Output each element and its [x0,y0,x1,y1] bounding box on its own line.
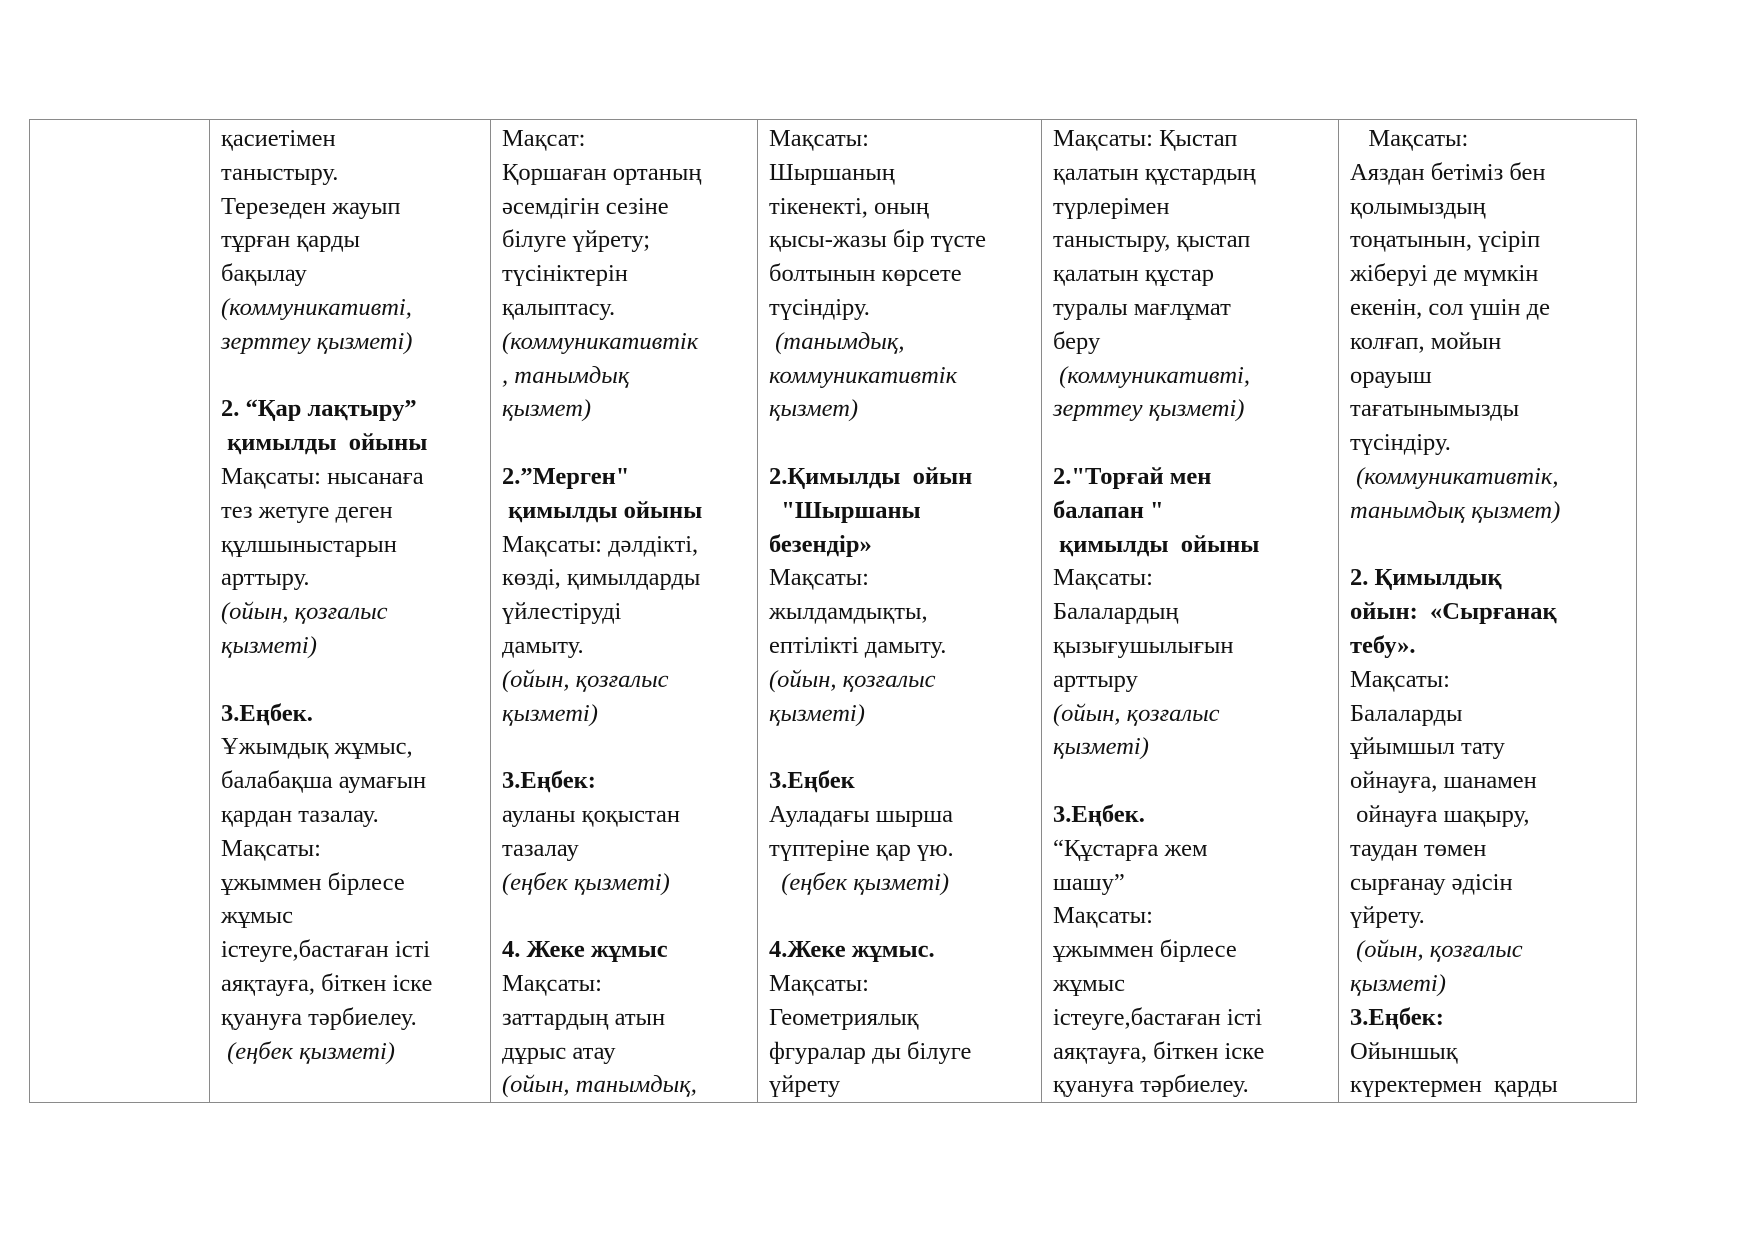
text-line: Мақсаты: Қыстап [1053,125,1238,152]
text-line: үйлестіруді [502,598,622,626]
text-line: қызметі) [1053,733,1149,761]
text-line: Терезеден жауып [221,192,401,220]
text-line: тағатынымызды [1350,395,1520,423]
table-cell-day-3 [758,120,1042,1103]
text-line: (ойын, қозғалыс [1053,699,1220,727]
text-line: "Шыршаны [769,496,921,524]
text-line: Балалардың [1053,598,1179,626]
text-line [502,730,749,764]
text-line: қызметі) [769,699,865,727]
text-line: заттардың атын [502,1003,666,1031]
text-line: үйрету. [1350,902,1425,930]
text-line: (еңбек қызметі) [502,868,670,896]
text-line: жұмыс [221,902,294,930]
text-line: екенін, сол үшін де [1350,293,1550,321]
text-line: балапан " [1053,496,1164,524]
text-line [1350,528,1628,562]
text-line: безендір» [769,530,872,558]
text-line: (коммуникативтік [502,327,699,355]
text-line: қимылды ойыны [502,496,703,524]
text-line: Ойыншық [1350,1037,1458,1065]
text-line: қардан тазалау. [221,800,379,828]
text-line: 4. Жеке жұмыс [502,936,668,964]
text-line: түсіндіру. [769,293,870,321]
text-line: қимылды ойыны [1053,530,1260,558]
text-line: Шыршаның [769,158,895,186]
text-line: сырғанау әдісін [1350,868,1513,896]
text-line: (еңбек қызметі) [221,1037,395,1065]
text-line: беру [1053,327,1101,355]
text-line: Мақсаты: [1053,902,1153,930]
text-line: балабақша аумағын [221,767,427,795]
text-line: аяқтауға, біткен іске [221,969,433,997]
text-line [221,359,482,393]
text-line: (ойын, қозғалыс [769,665,936,693]
text-line: (танымдық, [769,327,905,355]
text-line: зерттеу қызметі) [1053,395,1245,423]
text-line: арттыру [1053,665,1138,693]
table-row [30,120,1637,1103]
text-line: Мақсаты: [1350,665,1450,693]
text-line: көзді, қимылдарды [502,564,701,592]
text-line: тез жетуге деген [221,496,393,524]
text-line: түсініктерін [502,260,628,288]
text-line: істеуге,бастаған істі [1053,1003,1263,1031]
text-line: тікенекті, оның [769,192,929,220]
text-line: тазалау [502,834,579,862]
text-line: , танымдық [502,361,630,389]
text-line: қалыптасу. [502,293,616,321]
text-line: 2. Қимылдық [1350,564,1502,592]
text-line: Аяздан бетіміз бен [1350,158,1546,186]
text-line: Мақсаты: [769,125,869,152]
text-line: қызметі) [1350,969,1446,997]
text-line [221,663,482,697]
text-line: Мақсат: [502,125,586,152]
text-line: ойнауға шақыру, [1350,800,1530,828]
text-line: Мақсаты: [502,969,602,997]
text-line: қызметі) [502,699,598,727]
text-line: (еңбек қызметі) [769,868,950,896]
text-line: 4.Жеке жұмыс. [769,936,935,964]
text-line: аяқтауға, біткен іске [1053,1037,1265,1065]
plan-table [29,119,1637,1103]
text-line: қуануға тәрбиелеу. [1053,1071,1249,1099]
table-cell-empty [30,120,210,1103]
text-line: арттыру. [221,564,310,592]
text-line: қолымыздың [1350,192,1486,220]
text-line: таудан төмен [1350,834,1487,862]
text-line: ұжыммен бірлесе [1053,936,1237,964]
text-line: қызмет) [769,395,859,423]
text-line: ұжыммен бірлесе [221,868,405,896]
text-line [1053,764,1330,798]
text-line: танымдық қызмет) [1350,496,1561,524]
text-line: ептілікті дамыту. [769,631,947,659]
text-line: әсемдігін сезіне [502,192,669,220]
text-line [769,426,1033,460]
text-line: Мақсаты: [1053,564,1153,592]
text-line: Мақсаты: [221,834,321,862]
text-line: (ойын, қозғалыс [1350,936,1523,964]
text-line [1053,426,1330,460]
text-line: 3.Еңбек: [1350,1003,1444,1031]
text-line: Ауладағы шырша [769,800,954,828]
text-line: зерттеу қызметі) [221,327,413,355]
text-line: жылдамдықты, [769,598,928,626]
text-line: Мақсаты: нысанаға [221,462,424,490]
text-line: фгуралар ды білуге [769,1037,972,1065]
text-line: ауланы қоқыстан [502,800,680,828]
text-line: қысы-жазы бір түсте [769,226,986,254]
text-line: тоңатынын, үсіріп [1350,226,1541,254]
text-line: түптеріне қар үю. [769,834,954,862]
text-line: (ойын, қозғалыс [502,665,669,693]
text-line: 2."Торғай мен [1053,462,1212,490]
text-line: туралы мағлұмат [1053,293,1231,321]
text-line: 3.Еңбек: [502,767,596,795]
text-line: Мақсаты: [769,969,869,997]
text-line: Мақсаты: дәлдікті, [502,530,699,558]
text-line [502,899,749,933]
text-line: коммуникативтік [769,361,958,389]
text-line: Геометриялық [769,1003,919,1031]
text-line [502,426,749,460]
text-line: қызметі) [221,631,317,659]
text-line: түсіндіру. [1350,429,1451,457]
text-line: жұмыс [1053,969,1126,997]
text-line: қимылды ойыны [221,429,428,457]
text-line: колғап, мойын [1350,327,1502,355]
text-line: қуануға тәрбиелеу. [221,1003,417,1031]
text-line: орауыш [1350,361,1432,389]
text-line: (ойын, танымдық, [502,1071,697,1099]
text-line: білуге үйрету; [502,226,651,254]
text-line: тебу». [1350,631,1416,659]
text-line: қалатын құстардың [1053,158,1256,186]
text-line: Ұжымдық жұмыс, [221,733,413,761]
table-cell-day-2 [491,120,758,1103]
text-line: дұрыс атау [502,1037,616,1065]
text-line: Мақсаты: [1350,125,1469,152]
text-line: “Құстарға жем [1053,834,1208,862]
text-line: ұйымшыл тату [1350,733,1505,761]
text-line: қызмет) [502,395,592,423]
text-line: құлшыныстарын [221,530,397,558]
text-line: таныстыру, қыстап [1053,226,1251,254]
text-line: (ойын, қозғалыс [221,598,388,626]
text-line: 3.Еңбек. [1053,800,1145,828]
text-line: 2.Қимылды ойын [769,462,973,490]
text-line: жіберуі де мүмкін [1350,260,1539,288]
table-cell-day-1 [210,120,491,1103]
text-line: ойын: «Сырғанақ [1350,598,1557,626]
text-line [769,730,1033,764]
text-line: тұрған қарды [221,226,360,254]
text-line: үйрету [769,1071,841,1099]
text-line: таныстыру. [221,158,339,186]
text-line: дамыту. [502,631,584,659]
text-line: қасиетімен [221,125,336,152]
text-line: 3.Еңбек. [221,699,313,727]
text-line: Қоршаған ортаның [502,158,702,186]
text-line: күректермен қарды [1350,1071,1558,1099]
text-line: ойнауға, шанамен [1350,767,1537,795]
text-line: 3.Еңбек [769,767,855,795]
text-line: 2. “Қар лақтыру” [221,395,417,423]
text-line [769,899,1033,933]
text-line: болтынын көрсете [769,260,962,288]
text-line: істеуге,бастаған істі [221,936,431,964]
table-cell-day-4 [1042,120,1339,1103]
text-line: бақылау [221,260,307,288]
text-line: Балаларды [1350,699,1463,727]
table-cell-day-5 [1339,120,1637,1103]
text-line: (коммуникативті, [221,293,412,321]
text-line: қалатын құстар [1053,260,1215,288]
text-line: шашу” [1053,868,1125,896]
text-line: Мақсаты: [769,564,869,592]
text-line: 2.”Мерген" [502,462,630,490]
text-line: (коммуникативтік, [1350,462,1559,490]
text-line: түрлерімен [1053,192,1170,220]
text-line: (коммуникативті, [1053,361,1250,389]
text-line: қызығушылығын [1053,631,1234,659]
